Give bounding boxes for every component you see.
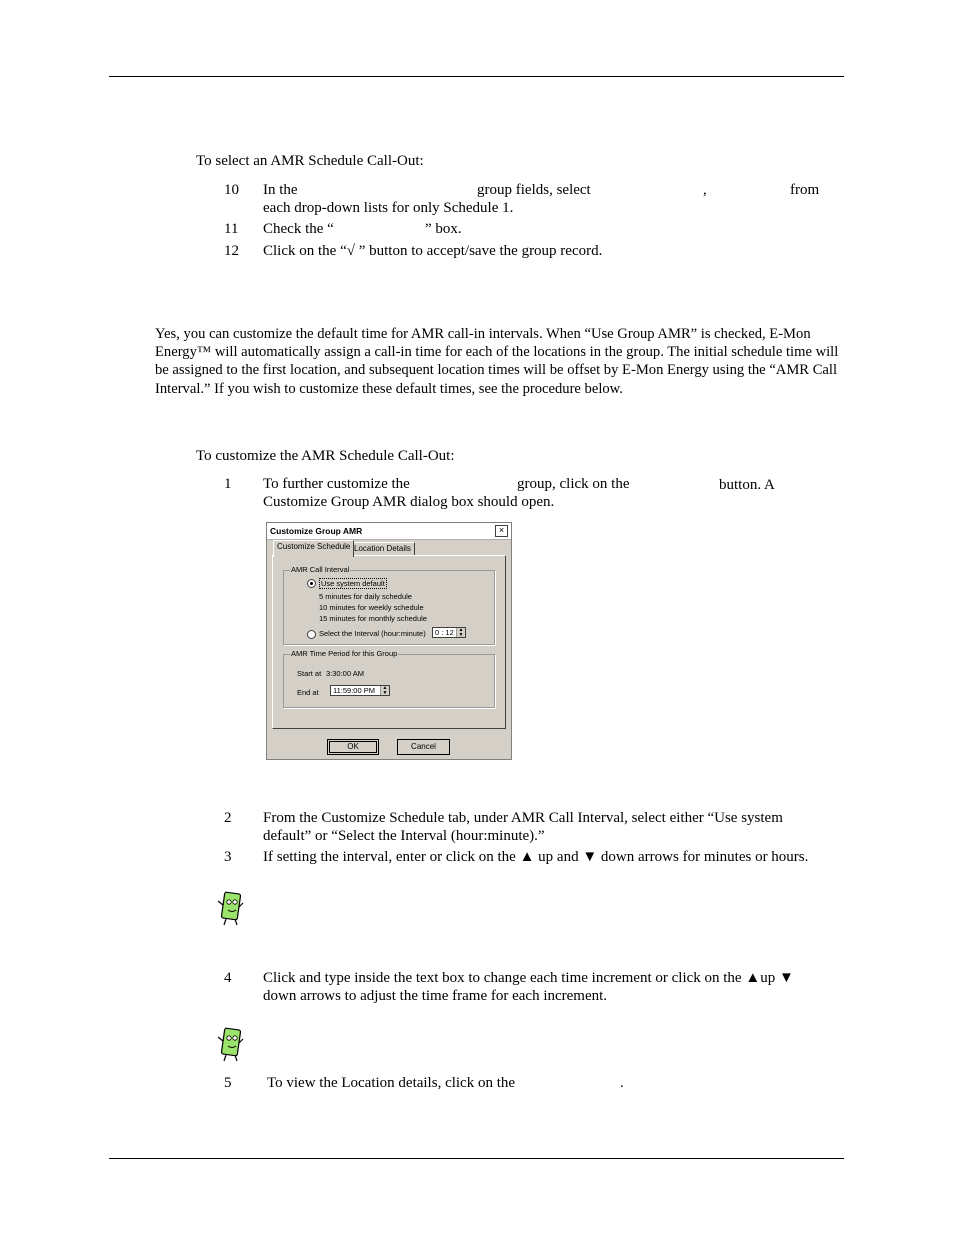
step-number: 5 xyxy=(224,1075,232,1091)
amr-call-interval-group xyxy=(283,565,495,645)
step-text: In the xyxy=(263,182,298,198)
use-default-label[interactable]: Use system default xyxy=(321,579,385,588)
tab-panel xyxy=(272,555,506,729)
step-text: Click and type inside the text box to change each time increment or click on the ▲up ▼ xyxy=(263,970,794,986)
step-text: each drop-down lists for only Schedule 1. xyxy=(263,200,514,216)
tab-location-details[interactable]: Location Details xyxy=(350,542,415,556)
paragraph-line: be assigned to the first location, and subsequent location times will be offset by E-Mon Energy using the “AMR Call xyxy=(155,362,838,379)
step-number: 1 xyxy=(224,476,232,492)
select-interval-radio[interactable] xyxy=(307,630,316,639)
default-weekly: 10 minutes for weekly schedule xyxy=(319,603,424,612)
note-icon xyxy=(215,1025,245,1063)
step-text: Customize Group AMR dialog box should open. xyxy=(263,494,555,510)
step-text: . xyxy=(620,1075,624,1091)
step-number: 2 xyxy=(224,810,232,826)
paragraph-line: Energy™ will automatically assign a call-in time for each of the locations in the group. The initial schedule time will xyxy=(155,344,839,361)
step-text: Click on the “√ ” button to accept/save the group record. xyxy=(263,243,603,259)
step-text: group fields, select xyxy=(477,182,591,198)
dialog-title: Customize Group AMR xyxy=(270,526,363,536)
end-label: End at xyxy=(297,688,319,697)
step-text: From the Customize Schedule tab, under AMR Call Interval, select either “Use system xyxy=(263,810,783,826)
step-text: from xyxy=(790,182,820,198)
answer-paragraph xyxy=(155,325,845,398)
spin-arrows-icon[interactable]: ▲ ▼ xyxy=(380,686,389,695)
step-text: To further customize the xyxy=(263,476,410,492)
start-label: Start at xyxy=(297,669,322,678)
procedure-intro: To select an AMR Schedule Call-Out: xyxy=(196,153,424,169)
spin-arrows-icon[interactable]: ▲ ▼ xyxy=(456,628,465,637)
interval-input[interactable] xyxy=(432,627,466,638)
header-rule xyxy=(109,76,844,77)
ok-button[interactable]: OK xyxy=(327,739,379,755)
step-number: 10 xyxy=(224,182,239,198)
default-daily: 5 minutes for daily schedule xyxy=(319,592,412,601)
step-number: 12 xyxy=(224,243,239,259)
cancel-button[interactable]: Cancel xyxy=(397,739,450,755)
step-text: default” or “Select the Interval (hour:minute).” xyxy=(263,828,545,844)
step-number: 4 xyxy=(224,970,232,986)
start-value: 3:30:00 AM xyxy=(326,669,364,678)
use-default-radio[interactable] xyxy=(307,579,316,588)
step-text: ” box. xyxy=(425,221,462,237)
tab-customize-schedule[interactable]: Customize Schedule xyxy=(273,540,354,557)
end-time-input[interactable] xyxy=(330,685,390,696)
step-number: 3 xyxy=(224,849,232,865)
end-value: 11:59:00 PM xyxy=(333,686,375,695)
paragraph-line: Yes, you can customize the default time for AMR call-in intervals. When “Use Group AMR” is checked, E-Mon xyxy=(155,326,811,342)
select-interval-label[interactable]: Select the Interval (hour:minute) xyxy=(319,629,426,638)
default-monthly: 15 minutes for monthly schedule xyxy=(319,614,427,623)
group-label: AMR Call Interval xyxy=(291,565,350,574)
footer-rule xyxy=(109,1158,844,1159)
note-icon xyxy=(215,889,245,927)
procedure-intro: To customize the AMR Schedule Call-Out: xyxy=(196,448,455,464)
amr-time-period-group xyxy=(283,649,495,708)
interval-value: 0 : 12 xyxy=(435,628,454,637)
step-text: Check the “ xyxy=(263,221,334,237)
step-text: down arrows to adjust the time frame for each increment. xyxy=(263,988,608,1004)
step-text: group, click on the xyxy=(517,476,630,492)
paragraph-line: Interval.” If you wish to customize these default times, see the procedure below. xyxy=(155,380,623,397)
step-text: To view the Location details, click on the xyxy=(267,1075,516,1091)
customize-group-amr-dialog xyxy=(266,522,512,760)
step-text: button. A xyxy=(719,477,775,493)
step-text: If setting the interval, enter or click on the ▲ up and ▼ down arrows for minutes or hours. xyxy=(263,849,809,865)
group-label: AMR Time Period for this Group xyxy=(291,649,398,658)
step-number: 11 xyxy=(224,221,239,237)
dialog-title-bar xyxy=(267,523,511,540)
step-text: , xyxy=(703,182,707,198)
close-icon[interactable]: × xyxy=(495,525,508,537)
